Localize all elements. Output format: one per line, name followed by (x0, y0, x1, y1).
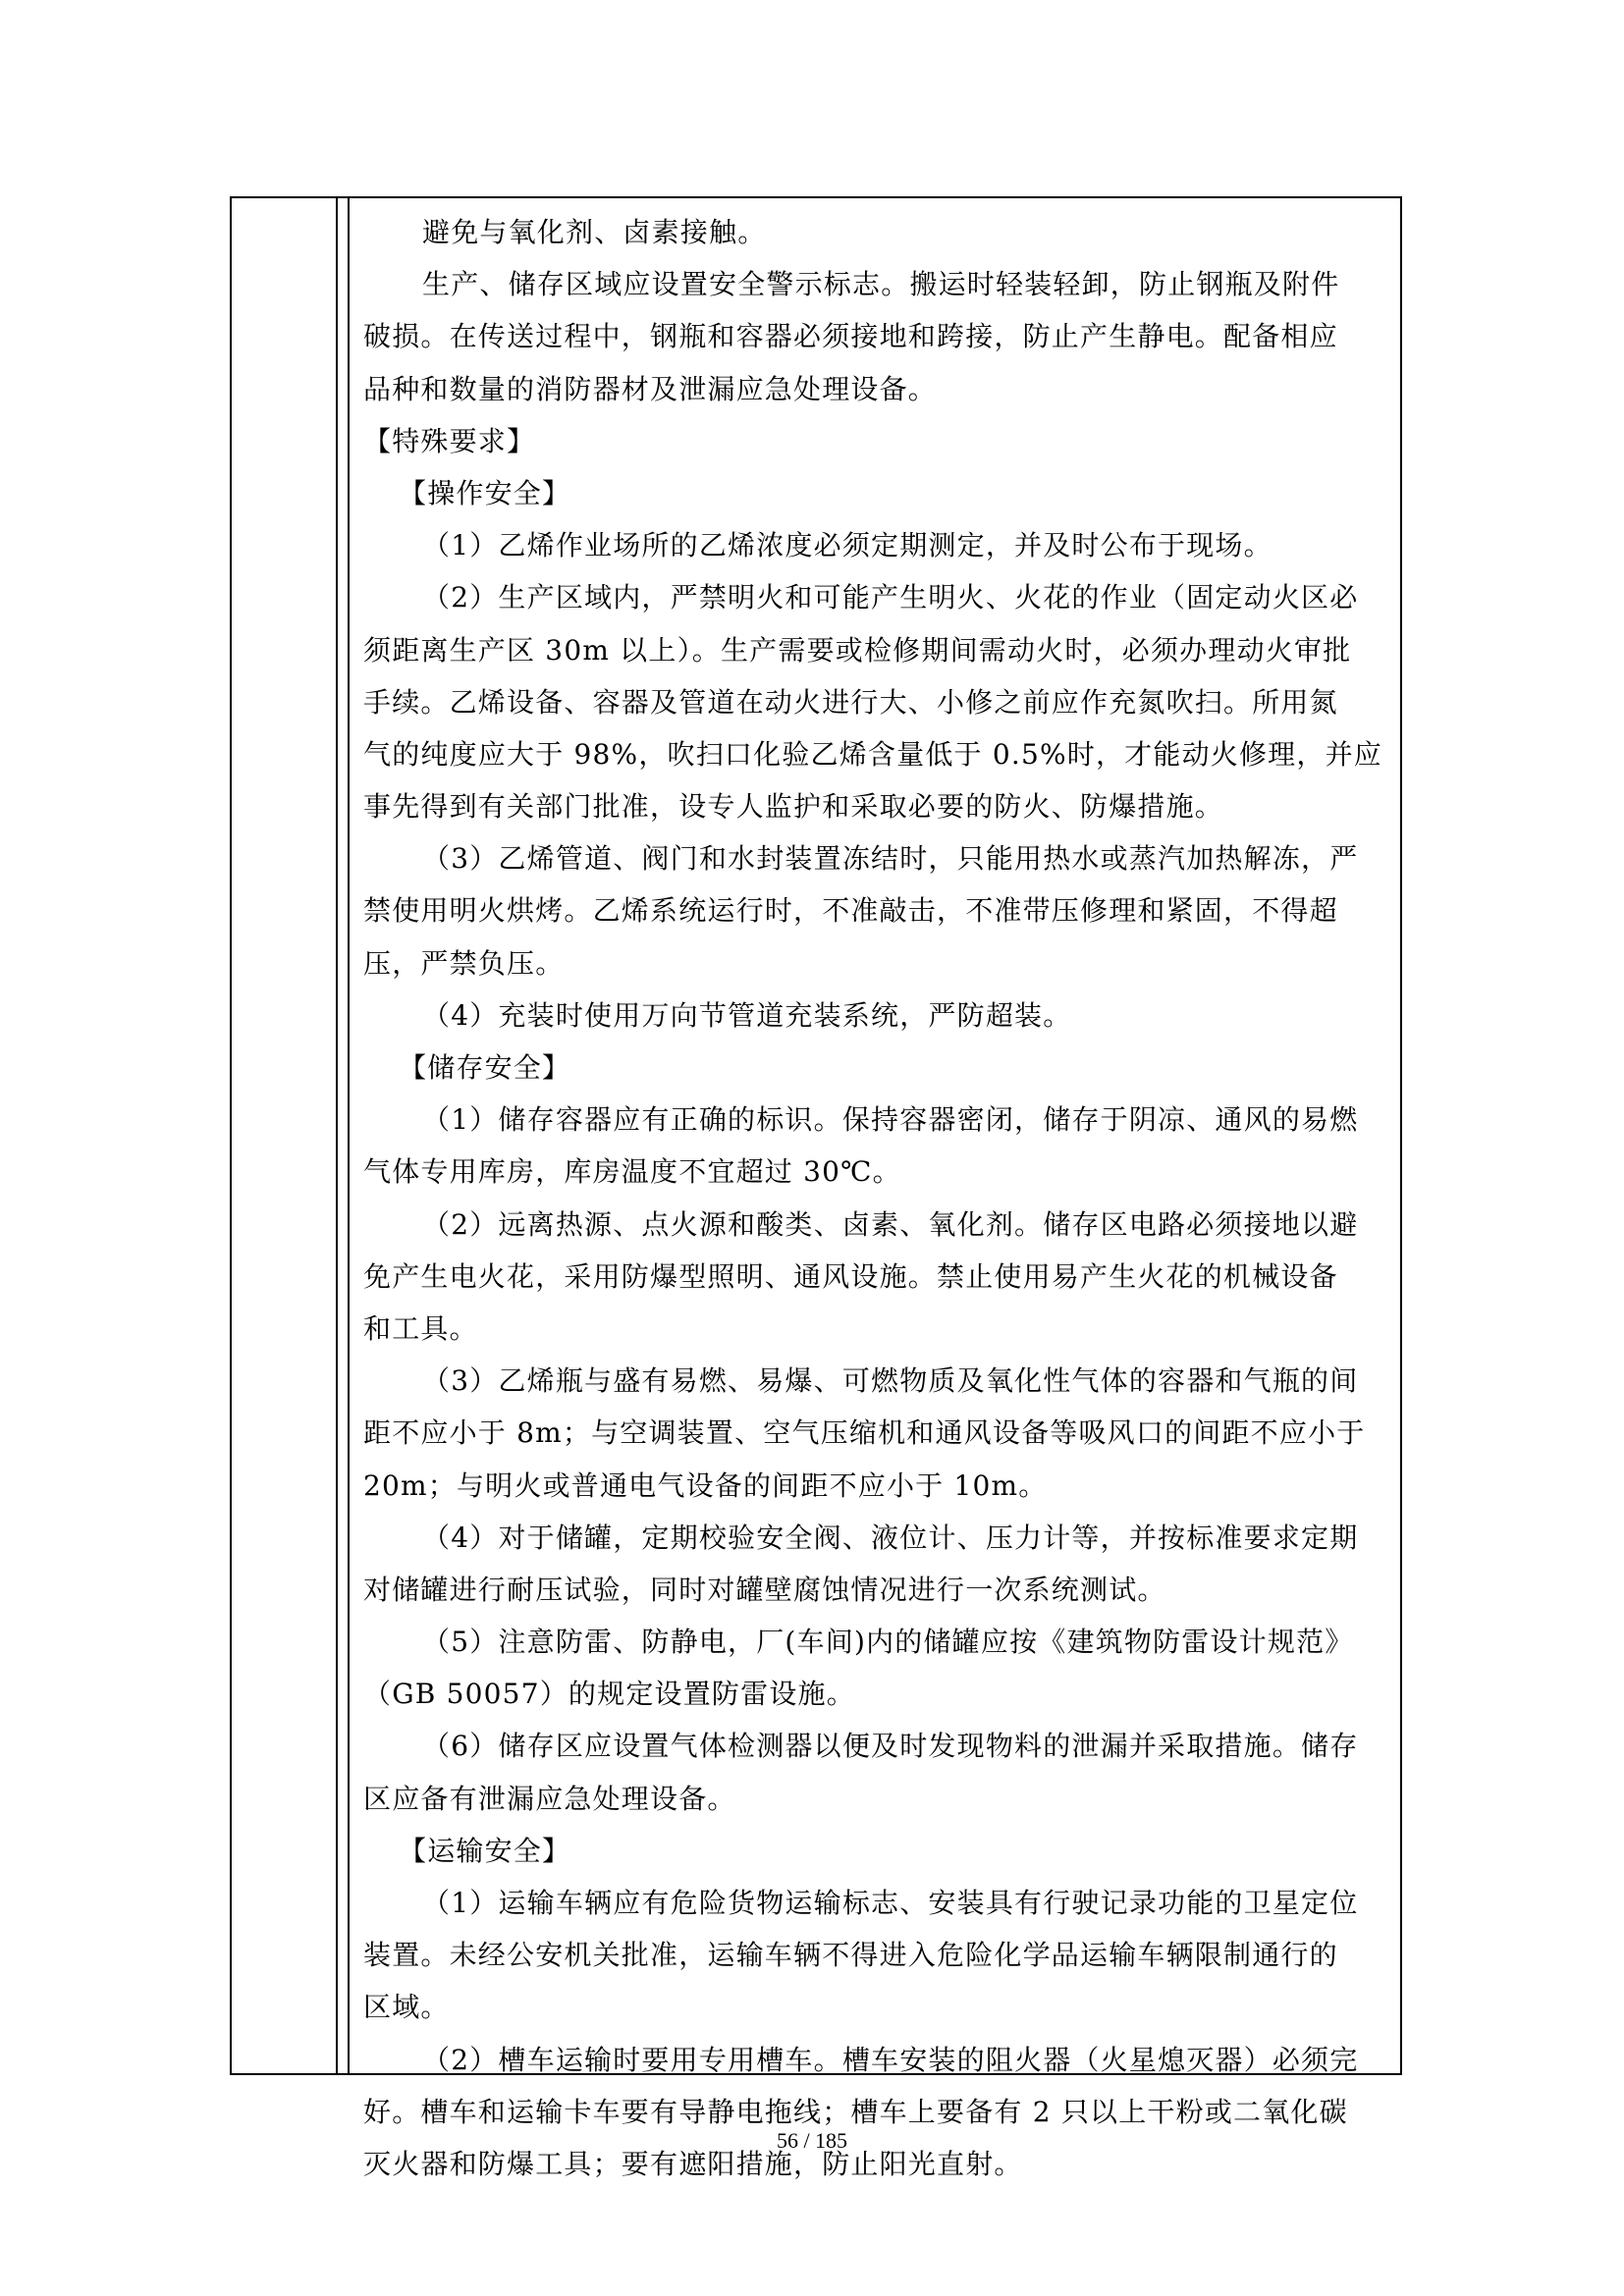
text-line: （2）槽车运输时要用专用槽车。槽车安装的阻火器（火星熄灭器）必须完 (422, 2043, 1359, 2076)
text-line: 禁使用明火烘烤。乙烯系统运行时，不准敲击，不准带压修理和紧固，不得超 (363, 894, 1338, 928)
table-column-divider (348, 198, 350, 2073)
text-line: 和工具。 (363, 1311, 478, 1345)
subsection-heading: 【操作安全】 (399, 476, 571, 509)
text-line: （1）储存容器应有正确的标识。保持容器密闭，储存于阴凉、通风的易燃 (422, 1103, 1359, 1137)
text-line: 生产、储存区域应设置安全警示标志。搬运时轻装轻卸，防止钢瓶及附件 (422, 268, 1340, 301)
text-line: 手续。乙烯设备、容器及管道在动火进行大、小修之前应作充氮吹扫。所用氮 (363, 685, 1338, 719)
text-line: （4）对于储罐，定期校验安全阀、液位计、压力计等，并按标准要求定期 (422, 1521, 1359, 1554)
section-heading: 【特殊要求】 (363, 424, 536, 457)
text-line: 免产生电火花，采用防爆型照明、通风设施。禁止使用易产生火花的机械设备 (363, 1259, 1338, 1293)
subsection-heading: 【储存安全】 (399, 1051, 571, 1084)
text-line: 区域。 (363, 1991, 450, 2024)
text-line: （1）乙烯作业场所的乙烯浓度必须定期测定，并及时公布于现场。 (422, 529, 1272, 562)
text-line: （GB 50057）的规定设置防雷设施。 (363, 1678, 855, 1711)
text-line: 避免与氧化剂、卤素接触。 (422, 216, 767, 248)
text-line: （6）储存区应设置气体检测器以便及时发现物料的泄漏并采取措施。储存 (422, 1730, 1359, 1763)
text-line: 灭火器和防爆工具；要有遮阳措施，防止阳光直射。 (363, 2147, 1023, 2180)
text-line: （3）乙烯管道、阀门和水封装置冻结时，只能用热水或蒸汽加热解冻，严 (422, 842, 1359, 876)
text-line: （2）生产区域内，严禁明火和可能产生明火、火花的作业（固定动火区必 (422, 581, 1359, 614)
text-line: 须距离生产区 30m 以上）。生产需要或检修期间需动火时，必须办理动火审批 (363, 633, 1352, 667)
text-line: 距不应小于 8m；与空调装置、空气压缩机和通风设备等吸风口的间距不应小于 (363, 1416, 1366, 1450)
page-number: 56 / 185 (776, 2128, 848, 2153)
text-line: 破损。在传送过程中，钢瓶和容器必须接地和跨接，防止产生静电。配备相应 (363, 320, 1338, 353)
text-line: （5）注意防雷、防静电，厂(车间)内的储罐应按《建筑物防雷设计规范》 (422, 1626, 1354, 1659)
subsection-heading: 【运输安全】 (399, 1834, 571, 1867)
text-line: （3）乙烯瓶与盛有易燃、易爆、可燃物质及氧化性气体的容器和气瓶的间 (422, 1364, 1359, 1398)
table-first-column (232, 198, 338, 2073)
text-line: （2）远离热源、点火源和酸类、卤素、氧化剂。储存区电路必须接地以避 (422, 1207, 1359, 1241)
text-line: 事先得到有关部门批准，设专人监护和采取必要的防火、防爆措施。 (363, 790, 1224, 824)
text-line: 对储罐进行耐压试验，同时对罐壁腐蚀情况进行一次系统测试。 (363, 1573, 1166, 1606)
text-line: （4）充装时使用万向节管道充装系统，严防超装。 (422, 998, 1072, 1032)
table-content-cell (363, 206, 1390, 2190)
text-line: 区应备有泄漏应急处理设备。 (363, 1782, 736, 1815)
text-line: 压，严禁负压。 (363, 946, 565, 980)
text-line: 装置。未经公安机关批准，运输车辆不得进入危险化学品运输车辆限制通行的 (363, 1939, 1338, 1972)
text-line: 气的纯度应大于 98%，吹扫口化验乙烯含量低于 0.5%时，才能动火修理，并应 (363, 737, 1382, 771)
text-line: 20m；与明火或普通电气设备的间距不应小于 10m。 (363, 1468, 1048, 1502)
text-line: 气体专用库房，库房温度不宜超过 30℃。 (363, 1155, 901, 1189)
text-line: 好。槽车和运输卡车要有导静电拖线；槽车上要备有 2 只以上干粉或二氧化碳 (363, 2095, 1348, 2128)
text-line: （1）运输车辆应有危险货物运输标志、安装具有行驶记录功能的卫星定位 (422, 1887, 1359, 1919)
text-line: 品种和数量的消防器材及泄漏应急处理设备。 (363, 372, 938, 405)
